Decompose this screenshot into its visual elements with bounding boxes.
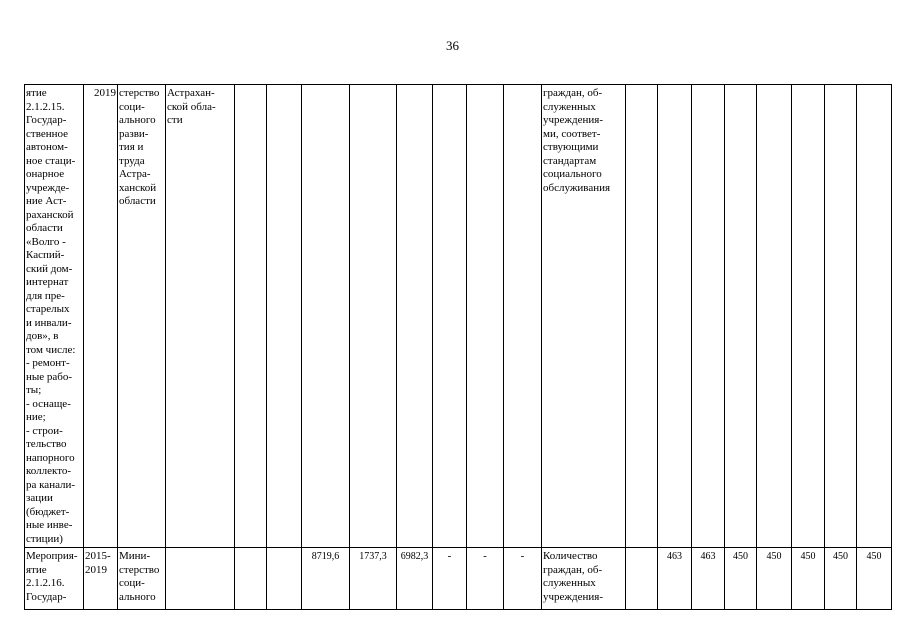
total-cell: 8719,6 [302,548,350,610]
empty-cell [467,85,504,548]
text-line: граждан, об- [543,563,603,576]
empty-cell [235,548,267,610]
text-line: ные рабо- [26,370,73,383]
text-line: стерство [119,87,160,99]
text-line: Каспий- [26,249,65,261]
program-table [24,84,892,610]
empty-cell [397,85,433,548]
dash-cell: - [504,548,542,610]
text-line: ствующими [543,141,599,153]
text-line: сти [167,114,183,126]
text-line: учреждения- [543,114,603,126]
value-cell: 450 [757,548,792,610]
text-line: 2.1.2.15. [26,100,65,113]
text-line: ального [119,114,156,126]
value-cell: 463 [658,548,692,610]
empty-cell [692,85,725,548]
text-line: ние; [26,411,46,423]
empty-cell [235,85,267,548]
table-row [25,548,892,610]
empty-cell [267,85,302,548]
text-line: служенных [543,577,596,589]
text-line: (бюджет- [26,505,70,518]
table-row [25,85,892,548]
period-cell [84,548,118,610]
text-line: онарное [26,168,65,180]
text-line: ты; [26,384,42,396]
text-line: зации [26,492,53,504]
indicator-cell [542,85,626,548]
text-line: - ремонт- [26,357,70,369]
text-line: том числе: [26,343,76,356]
empty-cell [302,85,350,548]
text-line: соци- [119,100,145,113]
text-line: ми, соответ- [543,127,601,140]
text-line: - строи- [26,424,63,437]
page-number: 36 [446,38,459,53]
text-line: ное стаци- [26,154,76,167]
empty-cell [857,85,892,548]
empty-cell [267,548,302,610]
empty-cell [626,548,658,610]
executor-cell [118,85,166,548]
empty-cell [350,85,397,548]
text-line: ятие [26,563,47,576]
measure-cell [25,548,84,610]
text-line: 2015- [85,550,111,562]
text-line: труда [119,154,145,167]
text-line: области [26,222,63,234]
value-cell: 450 [725,548,757,610]
text-line: Государ- [26,114,67,126]
text-line: 2019 [85,563,107,576]
text-line: для пре- [26,289,65,302]
text-line: учрежде- [26,181,70,194]
text-line: напорного [26,451,75,464]
funding-cell: 6982,3 [397,548,433,610]
text-line: Государ- [26,590,67,603]
text-line: Астра- [119,168,151,180]
text-line: тия и [119,141,144,153]
text-line: 2.1.2.16. [26,577,65,589]
text-line: раханской [26,208,74,221]
text-line: интернат [26,276,69,288]
text-line: ственное [26,127,68,140]
text-line: старелых [26,303,70,315]
empty-cell [166,548,235,610]
executor-cell [118,548,166,610]
dash-cell: - [433,548,467,610]
text-line: социального [543,168,602,180]
empty-cell [757,85,792,548]
text-line: ние Аст- [26,195,67,207]
empty-cell [725,85,757,548]
text-line: Количество [543,550,598,562]
empty-cell [792,85,825,548]
value-cell: 450 [792,548,825,610]
text-line: ской обла- [167,100,216,113]
text-line: Астрахан- [167,87,215,99]
text-line: разви- [119,127,149,140]
text-line: «Волго - [26,235,66,248]
empty-cell [658,85,692,548]
text-line: служенных [543,100,596,113]
text-line: соци- [119,577,145,589]
text-line: области [119,195,156,207]
text-line: автоном- [26,141,68,153]
empty-cell [626,85,658,548]
value-cell: 450 [857,548,892,610]
text-line: Мероприя- [26,550,78,562]
value-cell: 450 [825,548,857,610]
measure-cell [25,85,84,548]
text-line: стиции) [26,532,63,545]
text-line: Мини- [119,550,151,562]
empty-cell [825,85,857,548]
text-line: ра канали- [26,478,76,491]
source-cell [166,85,235,548]
empty-cell [504,85,542,548]
text-line: стандартам [543,154,597,167]
text-line: стерство [119,563,160,576]
dash-cell: - [467,548,504,610]
empty-cell [433,85,467,548]
text-line: ального [119,590,156,603]
text-line: и инвали- [26,316,72,329]
text-line: ные инве- [26,519,73,531]
text-line: - оснаще- [26,397,71,410]
text-line: дов», в [26,330,59,342]
value-cell: 463 [692,548,725,610]
text-line: ятие [26,87,47,99]
indicator-cell [542,548,626,610]
text-line: тельство [26,438,67,450]
period-cell: 2019 [84,85,118,548]
text-line: ский дом- [26,262,73,275]
text-line: коллекто- [26,465,72,477]
text-line: граждан, об- [543,87,603,99]
text-line: обслуживания [543,181,611,194]
funding-cell: 1737,3 [350,548,397,610]
text-line: учреждения- [543,590,603,603]
text-line: ханской [119,181,157,194]
